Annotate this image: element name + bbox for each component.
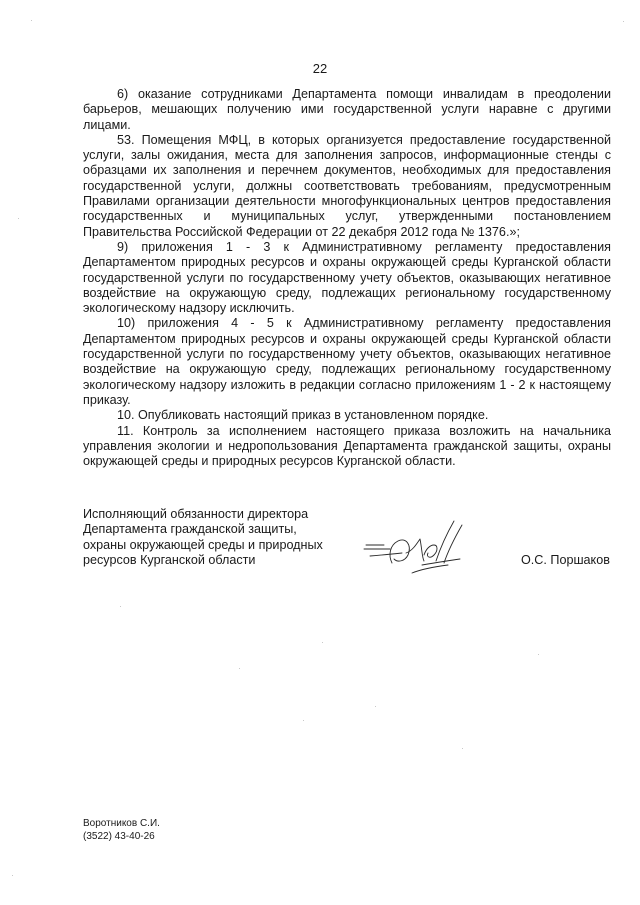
scan-speck	[120, 606, 121, 607]
paragraph-10-publish: 10. Опубликовать настоящий приказ в установленном порядке.	[117, 408, 489, 423]
executor-name: Воротников С.И.	[83, 818, 160, 829]
paragraph-item-10: 10) приложения 4 - 5 к Административному регламенту предоставления Департаментом природных ресурсов и охраны окружающей среды Курганской области государственной услуги по государственному учету объектов, оказывающих негативное воздействие на окружающую среду, подлежащих региональному государственному экологическому надзору изложить в редакции согласно приложениям 1 - 2 к настоящему приказу.	[83, 316, 611, 407]
page-number: 22	[312, 61, 328, 76]
scan-speck	[375, 706, 376, 707]
paragraph-11-control: 11. Контроль за исполнением настоящего приказа возложить на начальника управления экологии и недропользования Департамента гражданской защиты, охраны окружающей среды и природных ресурсов Курганской области.	[83, 423, 611, 469]
signatory-position-line: охраны окружающей среды и природных	[83, 537, 323, 552]
handwritten-signature	[362, 515, 474, 577]
scan-speck	[12, 875, 13, 876]
signatory-position-line: Департамента гражданской защиты,	[83, 522, 297, 537]
scan-speck	[303, 720, 304, 721]
scan-speck	[538, 654, 539, 655]
signatory-position	[83, 507, 323, 568]
signatory-position-line: ресурсов Курганской области	[83, 552, 256, 567]
paragraph-53: 53. Помещения МФЦ, в которых организуется предоставление государственной услуги, залы ожидания, места для заполнения запросов, информационные стенды с образцами их заполнения и перечнем документов, необходимых для предоставления государственной услуги, должны соответствовать требованиям, предусмотренным Правилами организации деятельности многофункциональных центров предоставления государственных и муниципальных услуг, утвержденными постановлением Правительства Российской Федерации от 22 декабря 2012 года № 1376.»;	[83, 132, 611, 239]
scan-speck	[322, 642, 323, 643]
paragraph-item-6: 6) оказание сотрудниками Департамента помощи инвалидам в преодолении барьеров, мешающих получению ими государственной услуги наравне с другими лицами.	[83, 87, 611, 132]
document-body	[83, 87, 611, 469]
scan-speck	[31, 20, 32, 21]
scan-speck	[18, 218, 19, 219]
paragraph-item-9: 9) приложения 1 - 3 к Административному регламенту предоставления Департаментом природных ресурсов и охраны окружающей среды Курганской области государственной услуги по государственному учету объектов, оказывающих негативное воздействие на окружающую среду, подлежащих региональному государственному экологическому надзору исключить.	[83, 239, 611, 316]
executor-info	[83, 817, 160, 843]
scan-speck	[239, 668, 240, 669]
signatory-name: О.С. Поршаков	[521, 553, 610, 567]
scan-speck	[462, 748, 463, 749]
signatory-position-line: Исполняющий обязанности директора	[83, 507, 309, 521]
executor-phone: (3522) 43-40-26	[83, 831, 155, 842]
scan-speck	[623, 21, 624, 22]
